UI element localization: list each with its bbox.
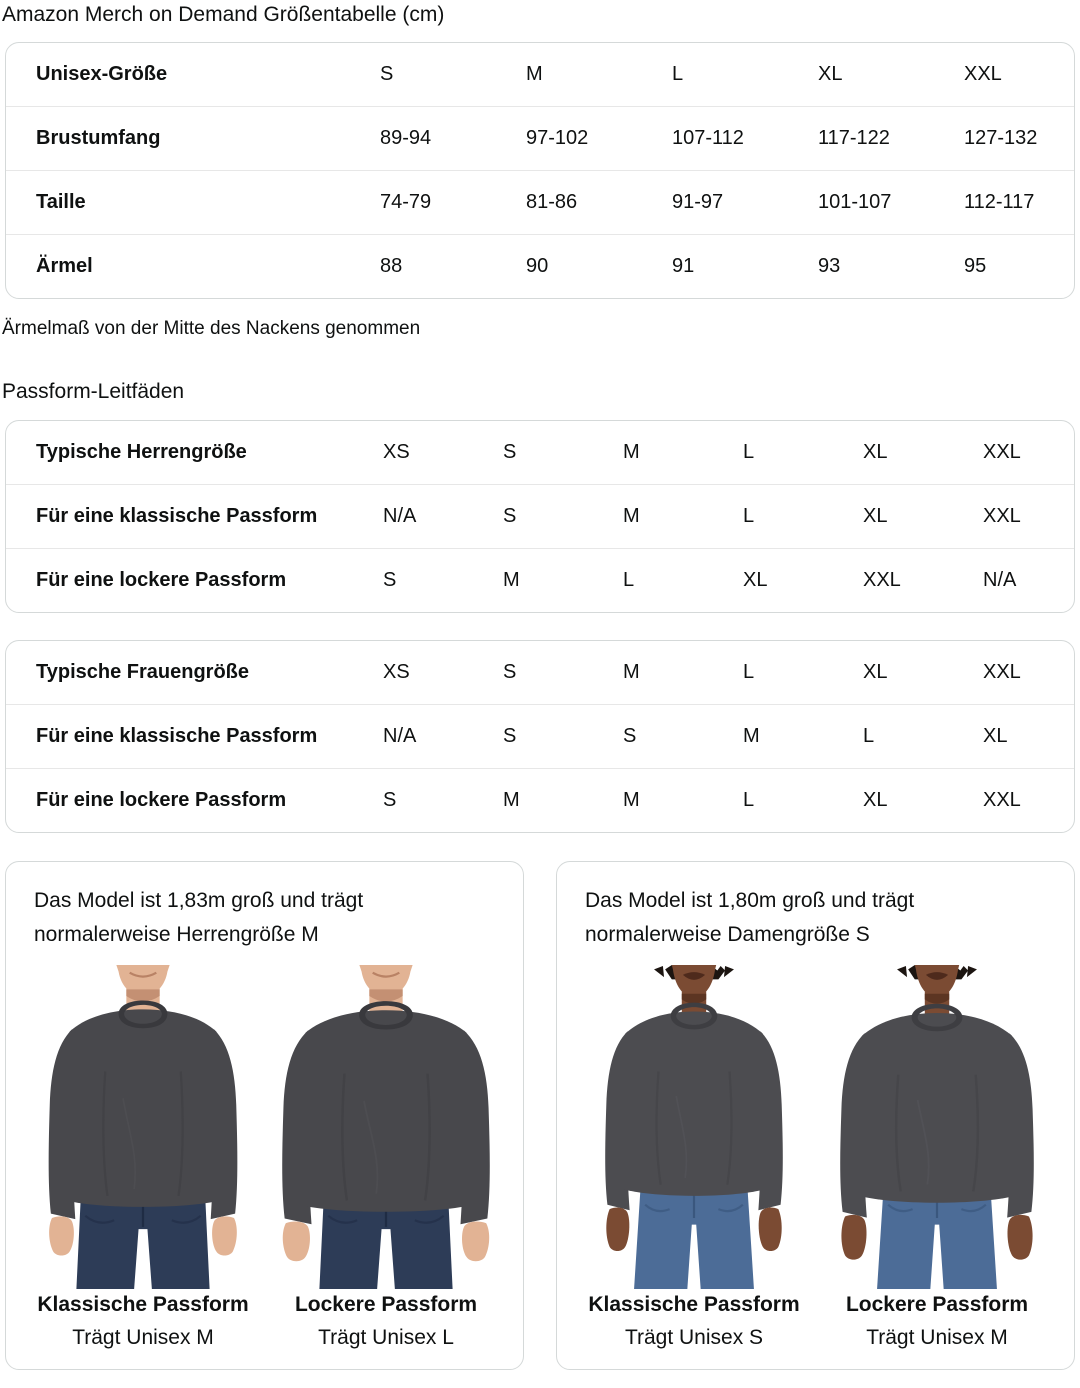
fit-caption: Lockere Passform (845, 1292, 1029, 1316)
table-row (6, 705, 1074, 769)
row-value: 74-79 (380, 171, 526, 235)
male-model-classic-fit-photo (32, 962, 254, 1292)
fit-guides-heading: Passform-Leitfäden (2, 380, 185, 404)
row-label: Brustumfang (6, 107, 380, 171)
row-label: Für eine lockere Passform (6, 769, 383, 833)
women-fit-table (6, 641, 1074, 832)
row-value: N/A (383, 705, 503, 769)
male-model-card (5, 861, 524, 1370)
row-value: S (503, 661, 517, 684)
row-value: XS (383, 441, 410, 464)
figure-classic-fit (583, 962, 805, 1352)
fit-caption: Klassische Passform (588, 1292, 800, 1316)
row-label: Typische Frauengröße (36, 661, 250, 684)
row-value: 81-86 (526, 171, 672, 235)
page-title: Amazon Merch on Demand Größentabelle (cm) (2, 3, 445, 26)
table-row (6, 107, 1074, 171)
figure-loose-fit (826, 962, 1048, 1352)
row-value: M (503, 549, 623, 613)
table-row (6, 421, 1074, 485)
row-value: 97-102 (526, 107, 672, 171)
row-value: N/A (383, 485, 503, 549)
table-row (6, 235, 1074, 299)
row-value: 112-117 (964, 171, 1074, 235)
row-value: XL (983, 705, 1074, 769)
row-value: S (383, 549, 503, 613)
row-value: 107-112 (672, 107, 818, 171)
figure-loose-fit (275, 962, 497, 1352)
table-row (6, 549, 1074, 613)
row-label: Ärmel (6, 235, 380, 299)
fit-sub: Trägt Unisex M (866, 1325, 1008, 1349)
row-value: XL (863, 441, 888, 464)
row-value: L (743, 441, 755, 464)
row-value: 90 (526, 235, 672, 299)
row-value: L (672, 63, 684, 86)
row-value: L (743, 769, 863, 833)
row-label: Für eine klassische Passform (6, 485, 383, 549)
row-value: M (623, 441, 640, 464)
row-label: Unisex-Größe (36, 63, 168, 86)
table-row (6, 769, 1074, 833)
model-cards (5, 861, 1075, 1370)
fit-sub: Trägt Unisex L (318, 1325, 454, 1349)
row-value: XS (383, 661, 410, 684)
row-value: M (526, 63, 543, 86)
row-value: S (623, 705, 743, 769)
fit-sub: Trägt Unisex S (624, 1325, 764, 1349)
figures-row (32, 962, 497, 1352)
row-value: 91 (672, 235, 818, 299)
table-row (6, 43, 1074, 107)
row-value: L (623, 549, 743, 613)
unisex-size-table (6, 43, 1074, 298)
card-heading: Das Model ist 1,80m groß und trägt normalerweise Damengröße S (585, 889, 915, 946)
row-value: 117-122 (818, 107, 964, 171)
row-value: S (503, 441, 517, 464)
row-value: XL (863, 661, 888, 684)
unisex-size-table-panel (5, 42, 1075, 299)
figure-classic-fit (32, 962, 254, 1352)
row-value: N/A (983, 549, 1074, 613)
row-value: S (503, 485, 623, 549)
row-value: M (623, 485, 743, 549)
fit-sub: Trägt Unisex M (72, 1325, 214, 1349)
row-value: M (743, 705, 863, 769)
row-value: XXL (964, 63, 1002, 86)
table-row (6, 171, 1074, 235)
row-value: XXL (983, 661, 1021, 684)
row-value: S (383, 769, 503, 833)
female-model-classic-fit-photo (583, 962, 805, 1292)
row-value: XXL (983, 769, 1074, 833)
row-value: M (623, 661, 640, 684)
row-value: XXL (863, 549, 983, 613)
row-value: L (863, 705, 983, 769)
row-value: XL (743, 549, 863, 613)
female-model-card (556, 861, 1075, 1370)
row-value: S (503, 705, 623, 769)
women-fit-table-panel (5, 640, 1075, 833)
row-label: Typische Herrengröße (36, 441, 247, 464)
row-value: 127-132 (964, 107, 1074, 171)
row-value: M (623, 769, 743, 833)
row-label: Taille (6, 171, 380, 235)
men-fit-table-panel (5, 420, 1075, 613)
row-value: 91-97 (672, 171, 818, 235)
row-value: 101-107 (818, 171, 964, 235)
row-value: 95 (964, 235, 1074, 299)
fit-caption: Klassische Passform (37, 1292, 249, 1316)
row-value: 88 (380, 235, 526, 299)
row-value: XL (863, 769, 983, 833)
female-model-loose-fit-photo (826, 962, 1048, 1292)
row-value: XXL (983, 441, 1021, 464)
row-value: XL (863, 485, 983, 549)
row-value: 93 (818, 235, 964, 299)
row-value: 89-94 (380, 107, 526, 171)
row-value: S (380, 63, 394, 86)
row-value: XL (818, 63, 843, 86)
row-value: M (503, 769, 623, 833)
card-heading: Das Model ist 1,83m groß und trägt normalerweise Herrengröße M (34, 889, 364, 946)
row-value: L (743, 661, 755, 684)
row-label: Für eine lockere Passform (6, 549, 383, 613)
table-row (6, 485, 1074, 549)
fit-caption: Lockere Passform (294, 1292, 478, 1316)
row-label: Für eine klassische Passform (6, 705, 383, 769)
men-fit-table (6, 421, 1074, 612)
table-row (6, 641, 1074, 705)
row-value: L (743, 485, 863, 549)
row-value: XXL (983, 485, 1074, 549)
sleeve-measure-note: Ärmelmaß von der Mitte des Nackens genommen (2, 318, 421, 340)
male-model-loose-fit-photo (275, 962, 497, 1292)
figures-row (583, 962, 1048, 1352)
